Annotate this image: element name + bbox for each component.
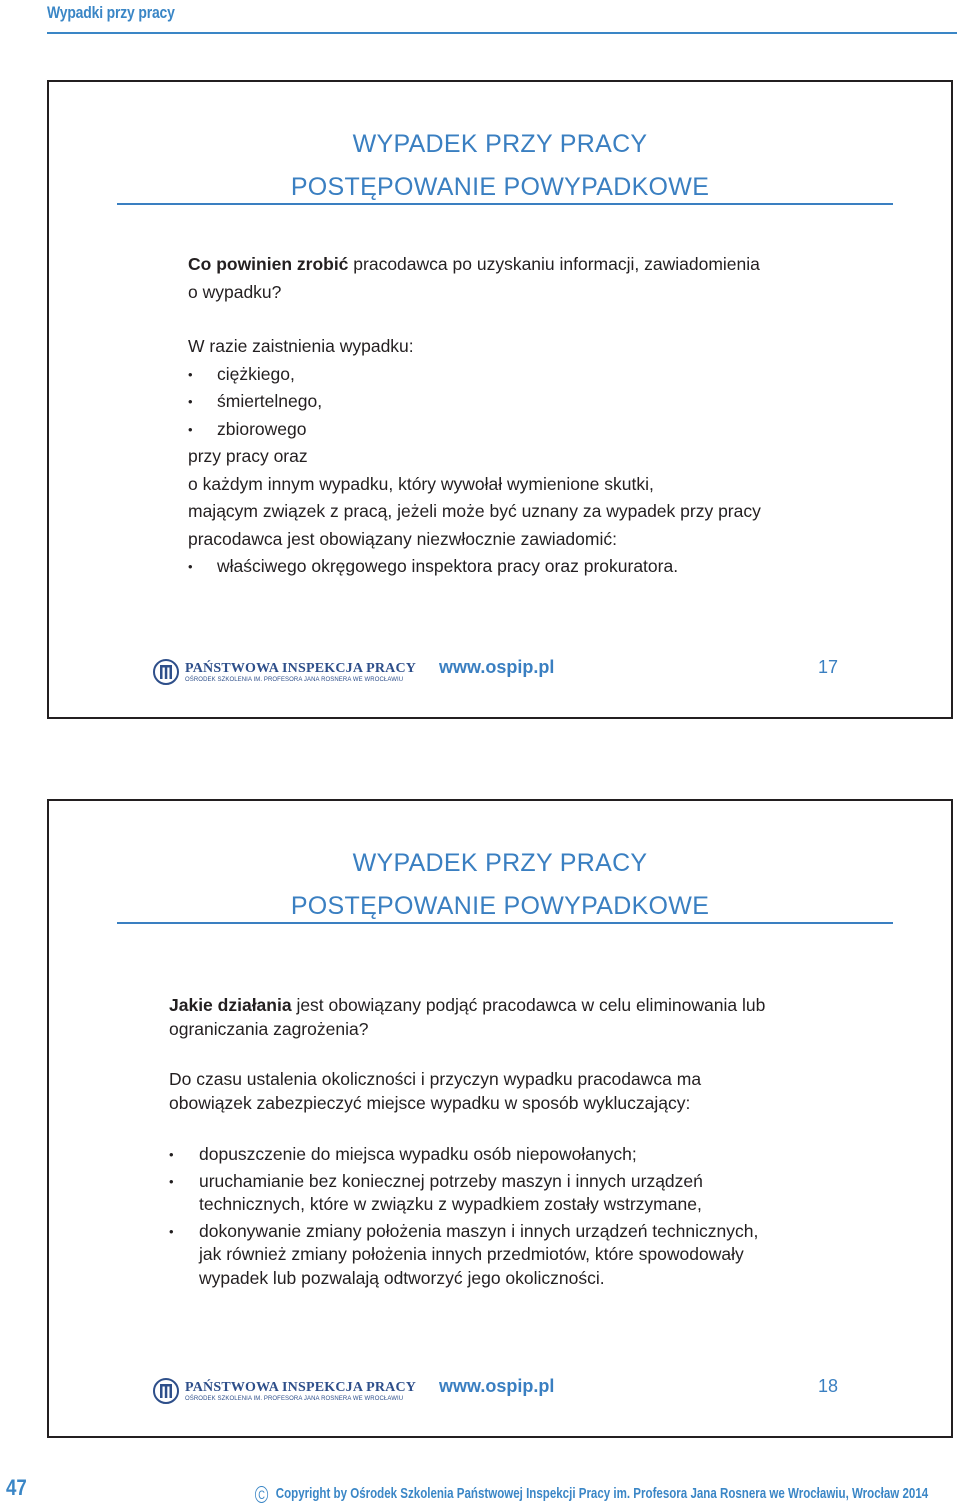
slide-body (169, 994, 889, 1293)
list-item: • zbiorowego (188, 416, 888, 444)
question-line2: o wypadku? (188, 281, 282, 302)
slide-number: 18 (818, 1376, 839, 1396)
text-line: przy pracy oraz (188, 446, 308, 466)
list-item (169, 1143, 889, 1167)
logo-subtitle: OŚRODEK SZKOLENIA IM. PROFESORA JANA ROSNERA WE WROCŁAWIU (185, 1395, 404, 1402)
list-item-line: technicznych, które w związku z wypadkiem zostały wstrzymane, (199, 1194, 702, 1214)
copyright-icon: C (255, 1486, 268, 1503)
pip-logo-icon (153, 658, 179, 686)
bullet-list (169, 1143, 889, 1290)
list-item: • właściwego okręgowego inspektora pracy oraz prokuratora. (188, 553, 888, 581)
slide-subtitle: POSTĘPOWANIE POWYPADKOWE (290, 173, 710, 201)
list-item (169, 1220, 889, 1291)
title-divider (117, 203, 893, 205)
slide-footer (49, 1371, 951, 1411)
title-divider (117, 922, 893, 924)
list-item: • ciężkiego, (188, 361, 888, 389)
slide-18 (47, 799, 953, 1438)
list-item-line: • uruchamianie bez koniecznej potrzeby maszyn i innych urządzeń (199, 1170, 703, 1191)
paragraph-line: obowiązek zabezpieczyć miejsce wypadku w sposób wykluczający: (169, 1092, 691, 1113)
website-link[interactable]: www.ospip.pl (439, 657, 555, 677)
copyright-notice (255, 1485, 928, 1503)
question-bold: Co powinien zrobić (188, 254, 349, 274)
list-item-line: • dopuszczenie do miejsca wypadku osób niepowołanych; (199, 1144, 637, 1164)
page-number: 47 (6, 1475, 27, 1500)
list-item (169, 1170, 889, 1217)
question-rest: pracodawca po uzyskaniu informacji, zawiadomienia (348, 254, 760, 274)
spacer (169, 1041, 889, 1068)
slide-number: 17 (818, 657, 839, 677)
list-item-line: • dokonywanie zmiany położenia maszyn i innych urządzeń technicznych, (199, 1220, 759, 1241)
document-header-title: Wypadki przy pracy (47, 3, 175, 22)
intro-text: W razie zaistnienia wypadku: (188, 336, 414, 356)
pip-logo-icon (153, 1377, 179, 1405)
pip-logo (153, 1377, 416, 1405)
spacer (188, 306, 888, 333)
slide-title: WYPADEK PRZY PRACY (352, 130, 648, 158)
pip-logo (153, 658, 416, 686)
question (188, 251, 888, 279)
list-item: • śmiertelnego, (188, 388, 888, 416)
slide-body (188, 251, 888, 581)
slide-subtitle: POSTĘPOWANIE POWYPADKOWE (290, 892, 710, 920)
list-item-line: wypadek lub pozwalają odtworzyć jego okoliczności. (199, 1267, 605, 1288)
text-line: o każdym innym wypadku, który wywołał wymienione skutki, (188, 473, 654, 494)
slide-footer (49, 652, 951, 692)
logo-name: PAŃSTWOWA INSPEKCJA PRACY (185, 1379, 417, 1395)
question-rest: jest obowiązany podjąć pracodawca w celu eliminowania lub (291, 995, 766, 1015)
logo-name: PAŃSTWOWA INSPEKCJA PRACY (185, 660, 417, 676)
slide-17 (47, 80, 953, 719)
copyright-text: Copyright by Ośrodek Szkolenia Państwowej Inspekcji Pracy im. Profesora Jana Rosnera we Wrocławiu, Wrocław 2014 (275, 1485, 929, 1502)
list-item-line: jak również zmiany położenia innych przedmiotów, które spowodowały (199, 1244, 744, 1264)
spacer (169, 1115, 889, 1143)
slide-title: WYPADEK PRZY PRACY (352, 849, 648, 877)
website-link[interactable]: www.ospip.pl (439, 1376, 555, 1396)
question-bold: Jakie działania (169, 995, 292, 1015)
question (169, 994, 889, 1018)
paragraph-line: Do czasu ustalenia okoliczności i przyczyn wypadku pracodawca ma (169, 1069, 702, 1089)
logo-subtitle: OŚRODEK SZKOLENIA IM. PROFESORA JANA ROSNERA WE WROCŁAWIU (185, 676, 404, 683)
text-line: pracodawca jest obowiązany niezwłocznie zawiadomić: (188, 528, 617, 549)
header-divider (47, 32, 957, 34)
text-line: mającym związek z pracą, jeżeli może być uznany za wypadek przy pracy (188, 501, 761, 521)
question-line2: ograniczania zagrożenia? (169, 1018, 369, 1039)
